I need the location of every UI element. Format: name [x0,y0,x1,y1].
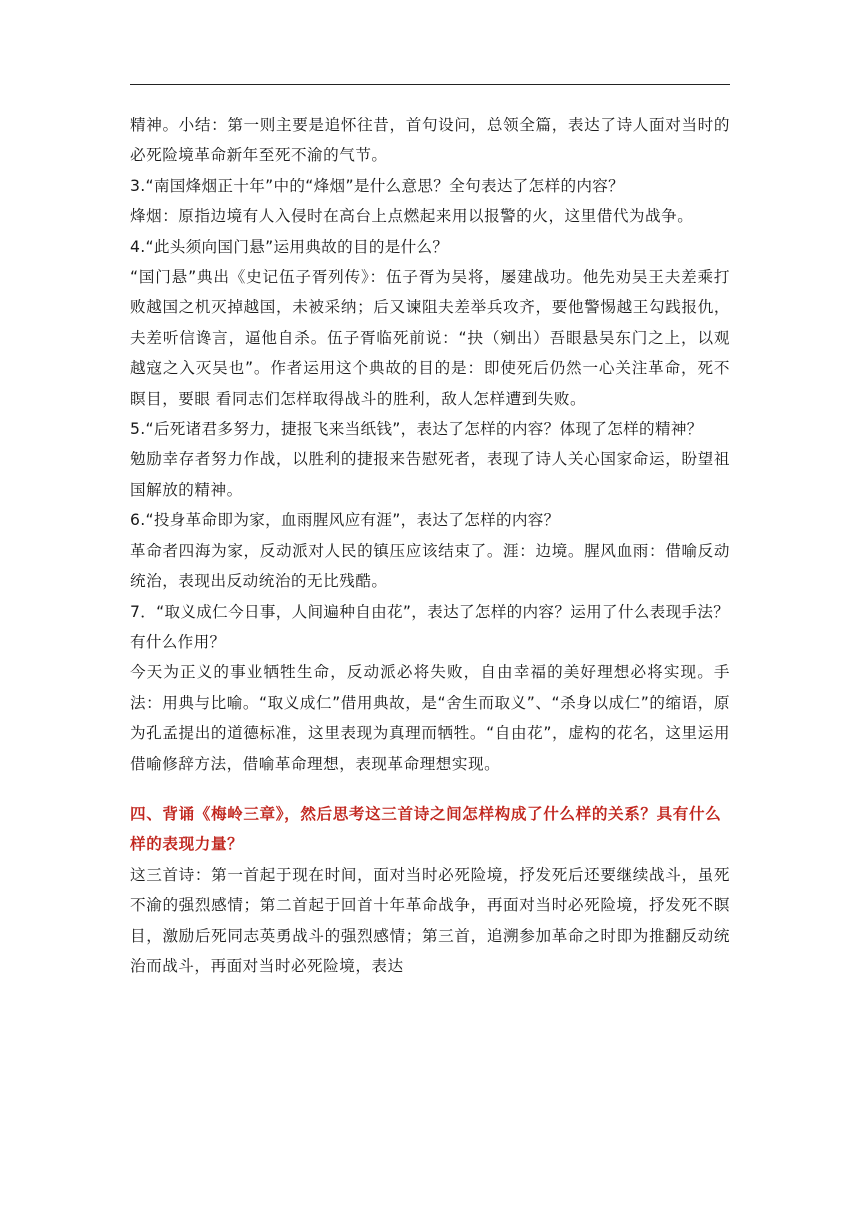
question-5: 5.“后死诸君多努力，捷报飞来当纸钱”，表达了怎样的内容？体现了怎样的精神？ [130,420,703,439]
document-body [130,110,730,981]
section-spacer [130,779,730,799]
section-body: 这三首诗：第一首起于现在时间，面对当时必死险境，抒发死后还要继续战斗，虽死不渝的强烈感情；第二首起于回首十年革命战争，再面对当时必死险境，抒发死不瞑目，激励后死同志英勇战斗的强烈感情；第三首，追溯参加革命之时即为推翻反动统治而战斗，再面对当时必死险境，表达 [130,865,730,975]
question-4: 4.“此头须向国门悬”运用典故的目的是什么？ [130,237,449,256]
answer-3: 烽烟：原指边境有人入侵时在高台上点燃起来用以报警的火，这里借代为战争。 [130,207,694,226]
header-rule [130,84,730,85]
answer-6: 革命者四海为家，反动派对人民的镇压应该结束了。涯：边境。腥风血雨：借喻反动统治，表现出反动统治的无比残酷。 [130,541,730,591]
question-7: 7．“取义成仁今日事，人间遍种自由花”，表达了怎样的内容？运用了什么表现手法？有什么作用？ [130,602,730,651]
answer-5: 勉励幸存者努力作战，以胜利的捷报来告慰死者，表现了诗人关心国家命运，盼望祖国解放的精神。 [130,450,730,499]
question-3: 3.“南国烽烟正十年”中的“烽烟”是什么意思？全句表达了怎样的内容？ [130,176,625,195]
section-heading: 四、背诵《梅岭三章》，然后思考这三首诗之间怎样构成了什么样的关系？具有什么样的表现力量？ [130,804,722,854]
paragraph-summary: 精神。小结：第一则主要是追怀往昔，首句设问，总领全篇，表达了诗人面对当时的必死险境革命新年至死不渝的气节。 [130,116,730,165]
answer-7: 今天为正义的事业牺牲生命，反动派必将失败，自由幸福的美好理想必将实现。手法：用典与比喻。“取义成仁”借用典故，是“舍生而取义”、“杀身以成仁”的缩语，原为孔孟提出的道德标准，这里表现为真理而牺牲。“自由花”，虚构的花名，这里运用借喻修辞方法，借喻革命理想，表现革命理想实现。 [130,663,730,773]
answer-4: “国门悬”典出《史记伍子胥列传》：伍子胥为吴将，屡建战功。他先劝吴王夫差乘打败越国之机灭掉越国，未被采纳；后又谏阻夫差举兵攻齐，要他警惕越王勾践报仇，夫差听信谗言，逼他自杀。伍子胥临死前说：“抉（剜出）吾眼悬吴东门之上，以观越寇之入灭吴也”。作者运用这个典故的目的是：即使死后仍然一心关注革命，死不瞑目，要眼 看同志们怎样取得战斗的胜利，敌人怎样遭到失败。 [130,268,730,408]
question-6: 6.“投身革命即为家，血雨腥风应有涯”，表达了怎样的内容？ [130,511,560,530]
